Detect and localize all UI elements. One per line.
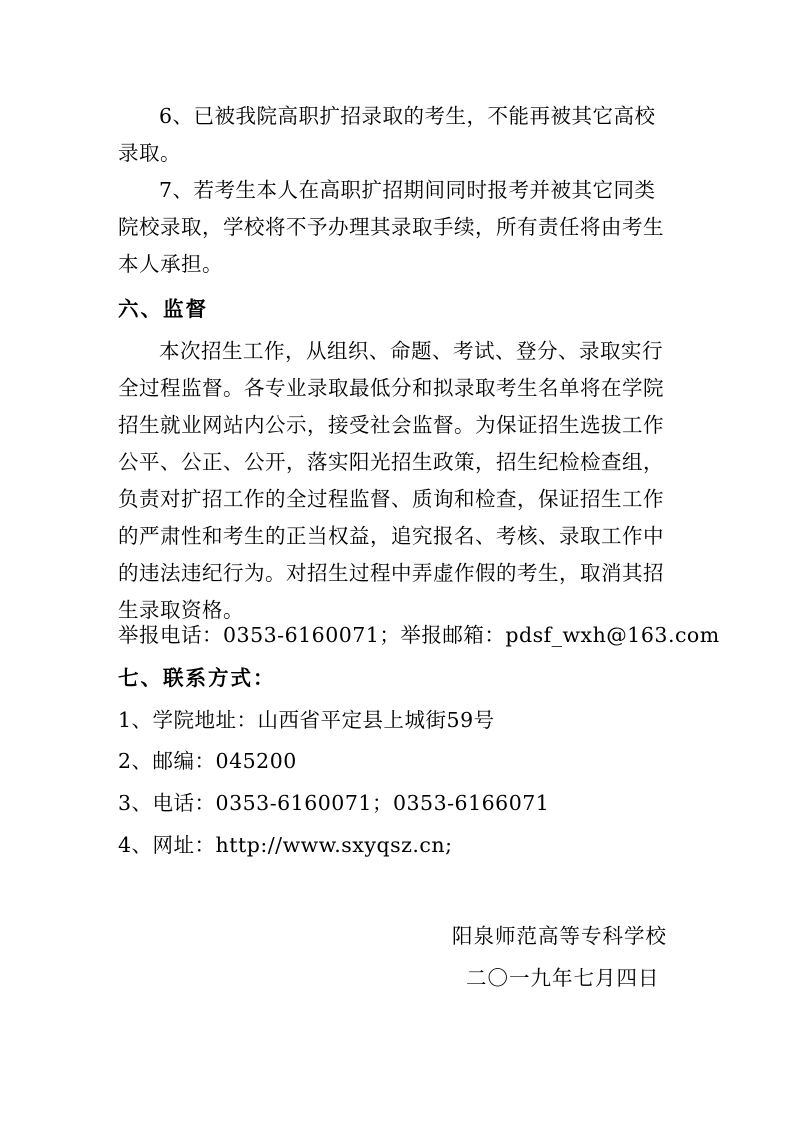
report-contact-line: 举报电话：0353-6160071；举报邮箱：pdsf_wxh@163.com bbox=[118, 623, 720, 647]
contact-postcode: 2、邮编：045200 bbox=[118, 749, 297, 773]
contact-address: 1、学院地址：山西省平定县上城街59号 bbox=[118, 708, 495, 732]
section-6-heading: 六、监督 bbox=[118, 297, 208, 321]
section-7-heading: 七、联系方式： bbox=[118, 666, 276, 690]
item-6-text: 6、已被我院高职扩招录取的考生，不能再被其它高校录取。 bbox=[118, 104, 656, 165]
item-7-text: 7、若考生本人在高职扩招期间同时报考并被其它同类院校录取，学校将不予办理其录取手续，所有责任将由考生本人承担。 bbox=[118, 178, 664, 276]
signature-school: 阳泉师范高等专科学校 bbox=[452, 924, 667, 948]
contact-website: 4、网址：http://www.sxyqsz.cn; bbox=[118, 833, 453, 857]
contact-phone: 3、电话：0353-6160071；0353-6166071 bbox=[118, 791, 550, 815]
section-6-body: 本次招生工作，从组织、命题、考试、登分、录取实行全过程监督。各专业录取最低分和拟录取考生名单将在学院招生就业网站内公示，接受社会监督。为保证招生选拔工作公平、公正、公开，落实阳光招生政策，招生纪检检查组，负责对扩招工作的全过程监督、质询和检查，保证招生工作的严肃性和考生的正当权益，追究报名、考核、录取工作中的违法违纪行为。对招生过程中弄虚作假的考生，取消其招生录取资格。 bbox=[118, 339, 664, 622]
signature-date: 二〇一九年七月四日 bbox=[466, 966, 660, 990]
